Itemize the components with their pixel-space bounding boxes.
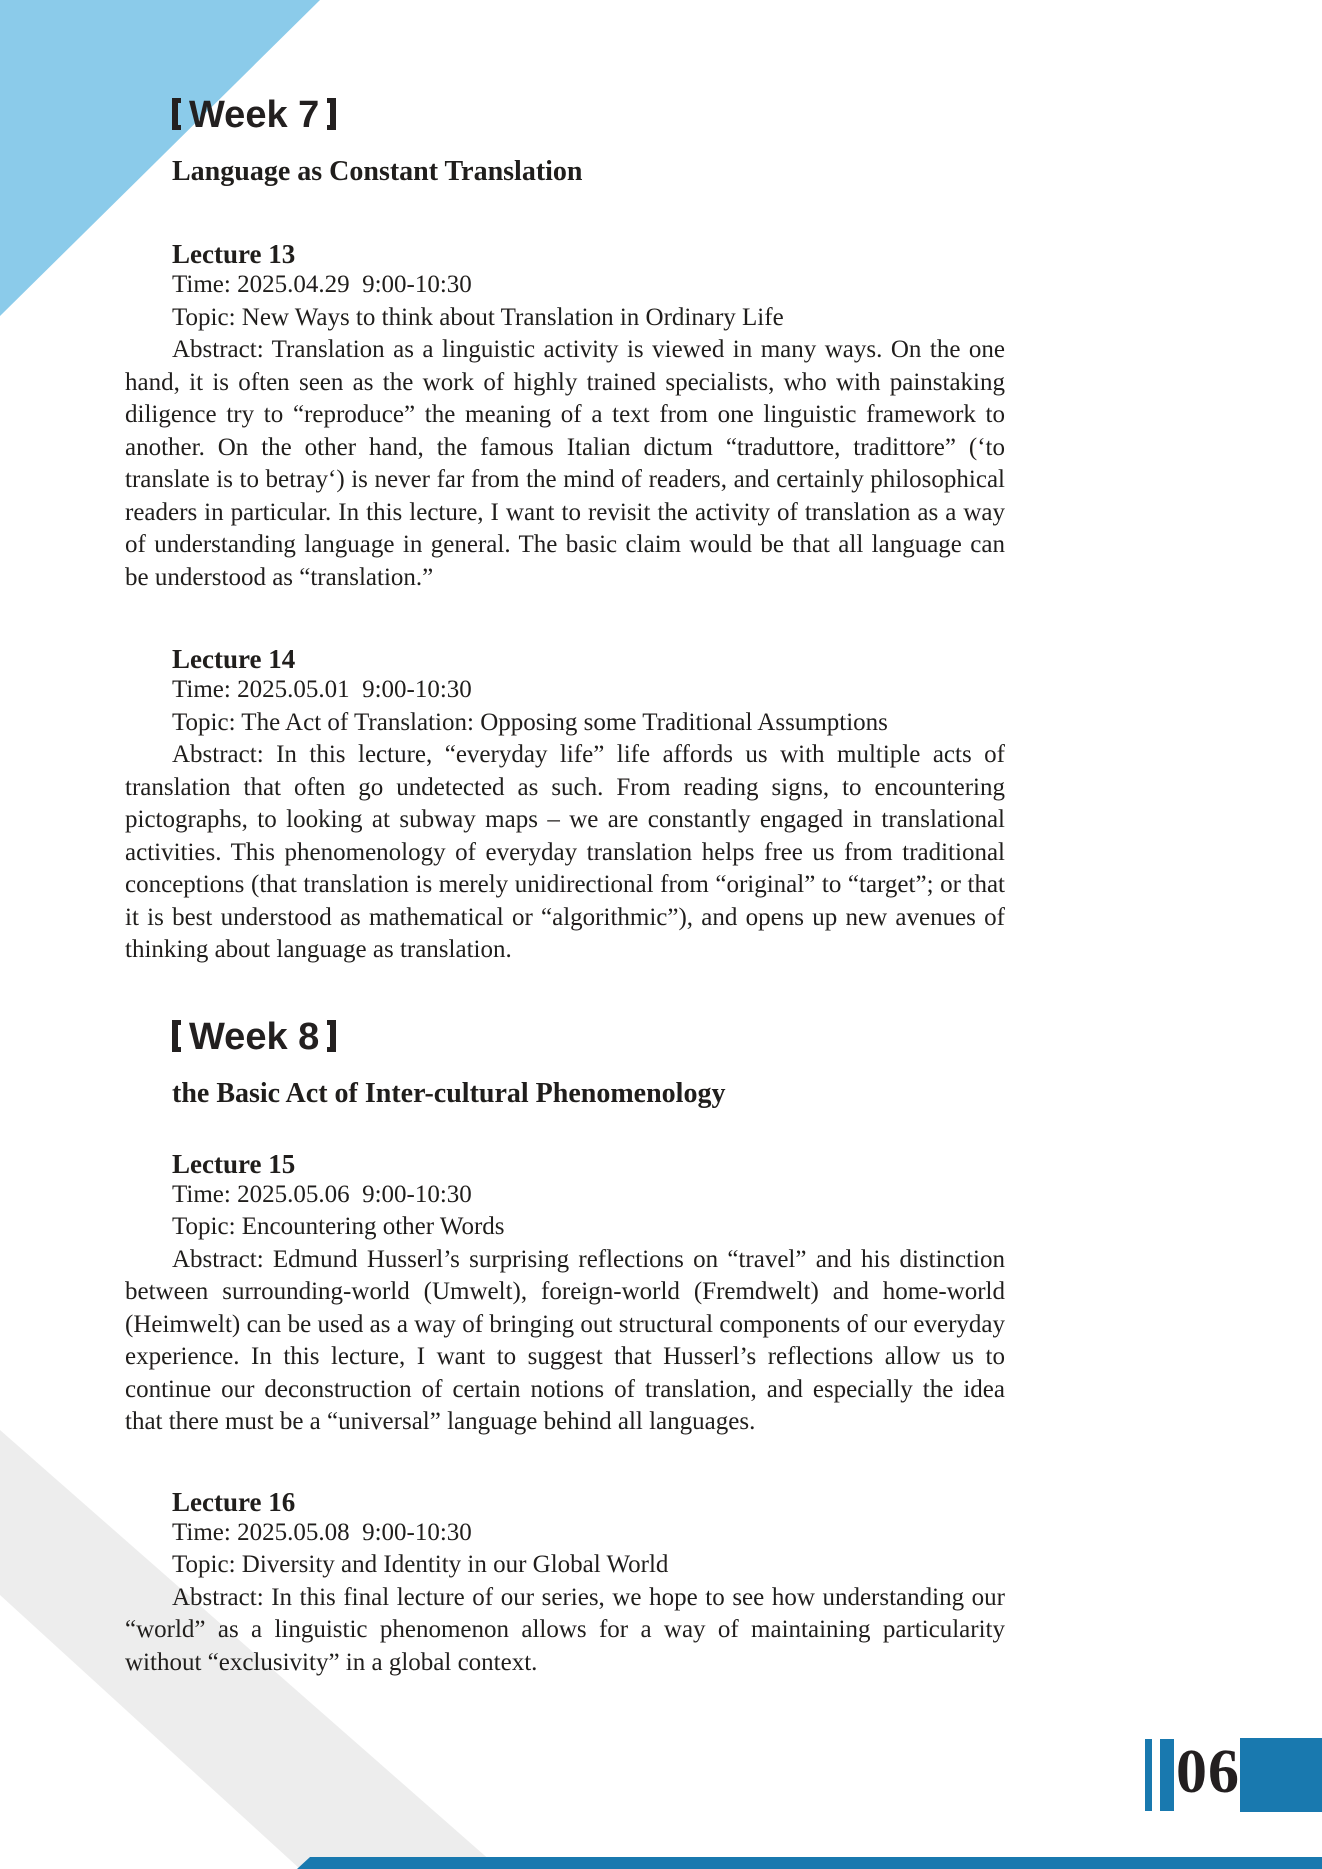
- page-number-square: [1240, 1738, 1322, 1812]
- lecture-15-topic: Topic: Encountering other Words: [172, 1213, 505, 1240]
- lecture-16-topic: Topic: Diversity and Identity in our Global World: [172, 1551, 669, 1578]
- lecture-14-abstract: Abstract: In this lecture, “everyday life” life affords us with multiple acts of translation that often go undetected as such. From reading signs, to encountering pictographs, to looking at subway maps – we are constantly engaged in translational activities. This phenomenology of everyday translation helps free us from traditional conceptions (that translation is merely unidirectional from “original” to “target”; or that it is best understood as mathematical or “algorithmic”), and opens up new avenues of thinking about language as translation.: [125, 741, 1005, 963]
- lecture-14-heading: Lecture 14: [172, 644, 296, 674]
- lecture-15-abstract: Abstract: Edmund Husserl’s surprising reflections on “travel” and his distinction between surrounding-world (Umwelt), foreign-world (Fremdwelt) and home-world (Heimwelt) can be used as a way of bringing out structural components of our everyday experience. In this lecture, I want to suggest that Husserl’s reflections allow us to continue our deconstruction of certain notions of translation, and especially the idea that there must be a “universal” language behind all languages.: [125, 1245, 1005, 1435]
- lecture-15-block: [125, 1149, 1005, 1439]
- lecture-14-time: Time: 2025.05.01 9:00-10:30: [172, 676, 472, 703]
- lecture-15-time: Time: 2025.05.06 9:00-10:30: [172, 1180, 472, 1208]
- week-8-heading-label: Week 8: [189, 1015, 320, 1058]
- page-number: 06: [1176, 1738, 1240, 1806]
- lecture-13-abstract: Abstract: Translation as a linguistic activity is viewed in many ways. On the one hand, it is often seen as the work of highly trained specialists, who with painstaking diligence try to “reproduce” the meaning of a text from one linguistic framework to another. On the other hand, the famous Italian dictum “traduttore, tradittore” (‘to translate is to betray‘) is never far from the mind of readers, and certainly philosophical readers in particular. In this lecture, I want to revisit the activity of translation as a way of understanding language in general. The basic claim would be that all language can be understood as “translation.”: [125, 336, 1005, 591]
- lecture-13-heading: Lecture 13: [172, 239, 296, 269]
- page-number-bar-wide: [1160, 1739, 1174, 1811]
- week-7-heading: [125, 95, 1005, 135]
- lenticular-bracket-right-icon: [327, 1020, 336, 1052]
- lecture-14-topic: Topic: The Act of Translation: Opposing some Traditional Assumptions: [172, 708, 888, 736]
- week-7-heading-label: Week 7: [189, 94, 320, 136]
- lecture-13-topic: Topic: New Ways to think about Translation in Ordinary Life: [172, 303, 784, 331]
- week-section-7: [125, 95, 1005, 967]
- week-8-subtitle: the Basic Act of Inter-cultural Phenomenology: [172, 1077, 726, 1109]
- lecture-15-heading: Lecture 15: [172, 1148, 296, 1179]
- lecture-14-block: [125, 644, 1005, 967]
- week-7-subtitle: Language as Constant Translation: [172, 156, 583, 187]
- lenticular-bracket-left-icon: [172, 1020, 181, 1052]
- lecture-13-block: [125, 239, 1005, 594]
- lecture-16-block: [125, 1487, 1005, 1680]
- week-8-heading: [125, 1017, 1005, 1057]
- content-column: [125, 95, 1005, 1679]
- lecture-16-heading: Lecture 16: [172, 1486, 296, 1517]
- lenticular-bracket-left-icon: [172, 98, 181, 130]
- lecture-16-time: Time: 2025.05.08 9:00-10:30: [172, 1518, 472, 1546]
- page-number-bar-thin: [1145, 1739, 1152, 1811]
- lenticular-bracket-right-icon: [327, 98, 336, 130]
- lecture-13-time: Time: 2025.04.29 9:00-10:30: [172, 271, 472, 298]
- bottom-accent-strip: [297, 1857, 1322, 1869]
- lecture-16-abstract: Abstract: In this final lecture of our series, we hope to see how understanding our “world” as a linguistic phenomenon allows for a way of maintaining particularity without “exclusivity” in a global context.: [125, 1583, 1005, 1676]
- week-section-8: [125, 1017, 1005, 1680]
